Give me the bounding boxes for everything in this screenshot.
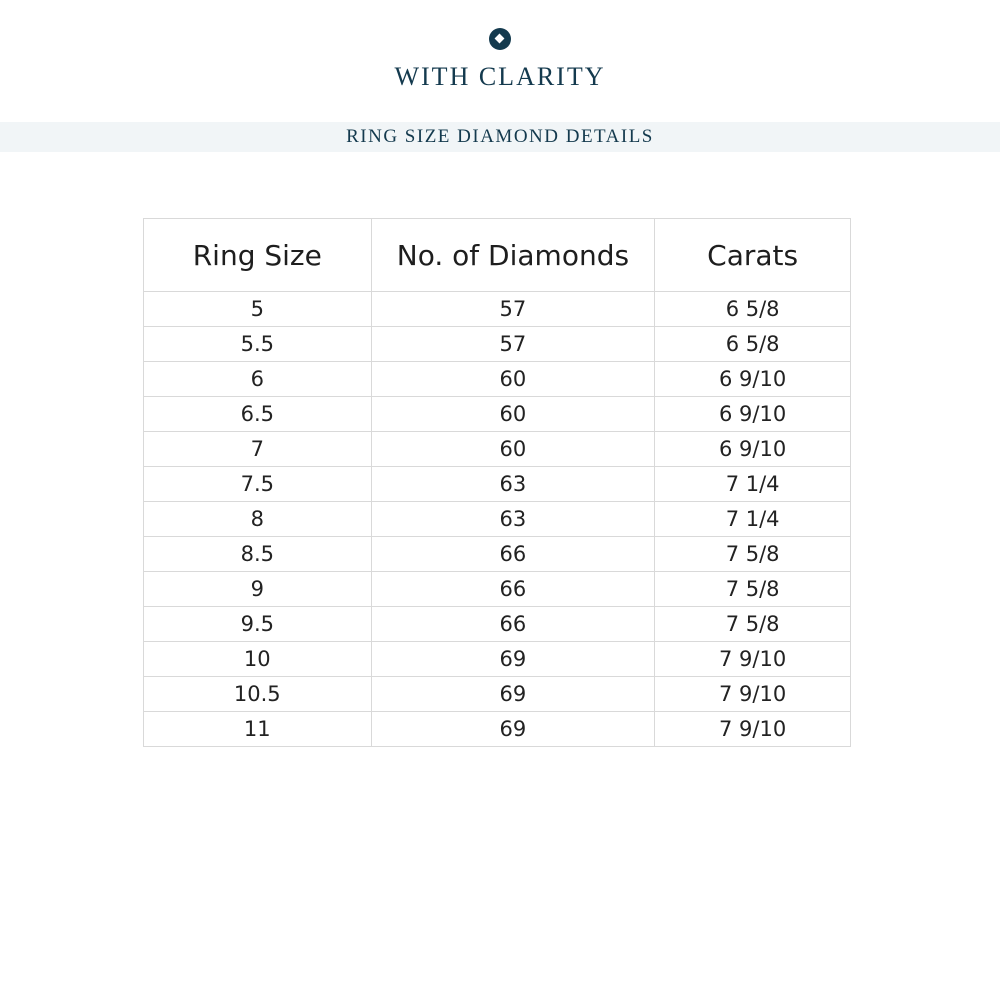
cell-diamond-count: 69 <box>371 712 655 747</box>
title-banner <box>0 122 1000 152</box>
cell-carats: 6 9/10 <box>655 397 851 432</box>
cell-diamond-count: 63 <box>371 502 655 537</box>
table-row <box>144 572 851 607</box>
diamond-logo-icon <box>489 28 511 50</box>
cell-carats: 6 5/8 <box>655 292 851 327</box>
table-header-row <box>144 219 851 292</box>
table-row <box>144 642 851 677</box>
table-row <box>144 292 851 327</box>
cell-diamond-count: 63 <box>371 467 655 502</box>
cell-ring-size: 11 <box>144 712 372 747</box>
ring-size-table-container <box>143 218 851 747</box>
cell-diamond-count: 69 <box>371 642 655 677</box>
header-ring-size: Ring Size <box>144 219 372 292</box>
cell-ring-size: 7.5 <box>144 467 372 502</box>
cell-ring-size: 5.5 <box>144 327 372 362</box>
cell-diamond-count: 69 <box>371 677 655 712</box>
diamond-shape <box>495 34 505 44</box>
cell-ring-size: 9 <box>144 572 372 607</box>
table-row <box>144 677 851 712</box>
cell-ring-size: 10.5 <box>144 677 372 712</box>
cell-carats: 7 9/10 <box>655 642 851 677</box>
table-row <box>144 502 851 537</box>
table-row <box>144 537 851 572</box>
cell-diamond-count: 60 <box>371 397 655 432</box>
cell-diamond-count: 57 <box>371 327 655 362</box>
cell-diamond-count: 66 <box>371 572 655 607</box>
table-row <box>144 712 851 747</box>
cell-carats: 7 1/4 <box>655 502 851 537</box>
cell-diamond-count: 60 <box>371 432 655 467</box>
cell-carats: 7 5/8 <box>655 537 851 572</box>
cell-ring-size: 10 <box>144 642 372 677</box>
cell-ring-size: 8.5 <box>144 537 372 572</box>
brand-name: WITH CLARITY <box>394 62 606 91</box>
table-row <box>144 607 851 642</box>
table-row <box>144 362 851 397</box>
table-row <box>144 467 851 502</box>
cell-carats: 6 9/10 <box>655 432 851 467</box>
cell-ring-size: 9.5 <box>144 607 372 642</box>
table-row <box>144 327 851 362</box>
cell-diamond-count: 66 <box>371 537 655 572</box>
table-row <box>144 397 851 432</box>
cell-carats: 7 5/8 <box>655 607 851 642</box>
cell-ring-size: 7 <box>144 432 372 467</box>
cell-carats: 7 1/4 <box>655 467 851 502</box>
cell-carats: 7 9/10 <box>655 712 851 747</box>
cell-diamond-count: 66 <box>371 607 655 642</box>
header-number-of-diamonds: No. of Diamonds <box>371 219 655 292</box>
page-title: RING SIZE DIAMOND DETAILS <box>346 126 654 147</box>
header-carats: Carats <box>655 219 851 292</box>
cell-ring-size: 8 <box>144 502 372 537</box>
ring-size-table <box>143 218 851 747</box>
cell-carats: 6 9/10 <box>655 362 851 397</box>
cell-diamond-count: 57 <box>371 292 655 327</box>
cell-ring-size: 5 <box>144 292 372 327</box>
cell-carats: 7 5/8 <box>655 572 851 607</box>
cell-ring-size: 6 <box>144 362 372 397</box>
cell-diamond-count: 60 <box>371 362 655 397</box>
cell-carats: 6 5/8 <box>655 327 851 362</box>
cell-ring-size: 6.5 <box>144 397 372 432</box>
table-row <box>144 432 851 467</box>
cell-carats: 7 9/10 <box>655 677 851 712</box>
